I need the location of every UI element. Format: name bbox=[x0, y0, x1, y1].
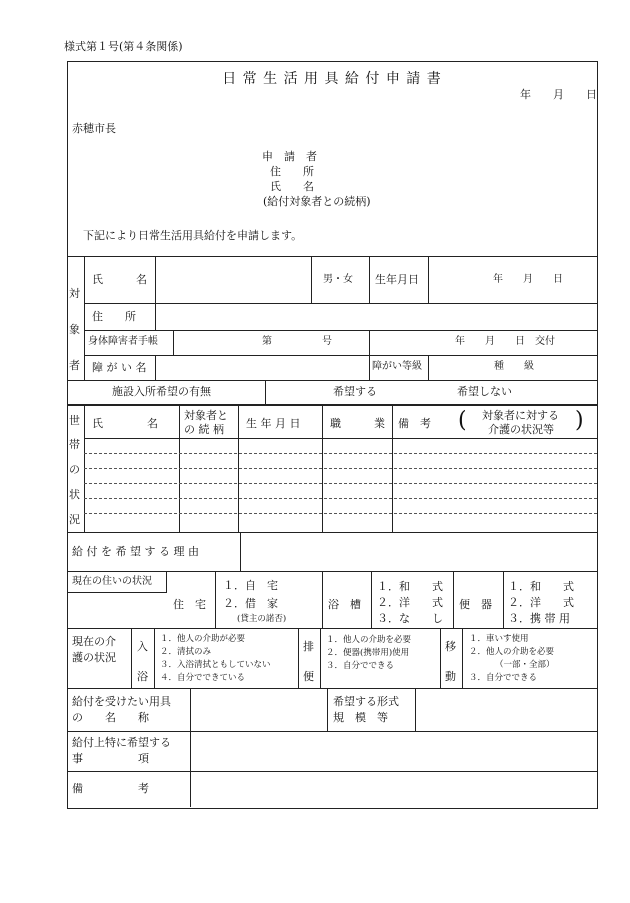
care-open-paren: ( bbox=[458, 408, 467, 433]
care-label-2: 護の状況 bbox=[72, 651, 116, 664]
subject-birth-label: 生年月日 bbox=[375, 273, 419, 286]
care-bathing-1: 入 bbox=[137, 640, 148, 653]
toilet-opt-2[interactable]: ２．洋 式 bbox=[508, 596, 574, 609]
household-col-remarks: 備 考 bbox=[398, 417, 431, 430]
bath-opt-3[interactable]: ３．な し bbox=[377, 612, 443, 625]
statement: 下記により日常生活用具給付を申請します。 bbox=[83, 229, 303, 242]
bathing-opt-2[interactable]: ２．清拭のみ bbox=[160, 647, 212, 657]
household-col-care-1: 対象者に対する bbox=[482, 409, 559, 422]
bath-opt-1[interactable]: １．和 式 bbox=[377, 580, 443, 593]
care-label-1: 現在の介 bbox=[72, 635, 116, 648]
housing-opt-1[interactable]: １．自 宅 bbox=[223, 579, 278, 592]
special-label-2: 事 項 bbox=[72, 752, 149, 765]
care-close-paren: ) bbox=[575, 408, 584, 433]
household-side-char-5: 況 bbox=[69, 513, 80, 526]
household-col-care-2: 介護の状況等 bbox=[488, 423, 554, 436]
remarks-label: 備 考 bbox=[72, 782, 149, 795]
handbook-number: 第 号 bbox=[262, 336, 332, 347]
subject-birth-value: 年 月 日 bbox=[493, 274, 563, 285]
applicant-name-label: 氏 名 bbox=[270, 180, 314, 193]
toilet-label: 便 器 bbox=[459, 598, 492, 611]
item-label-2: の 名 称 bbox=[72, 711, 149, 724]
toilet-opt-1[interactable]: １．和 式 bbox=[508, 580, 574, 593]
toilet-opt-3[interactable]: ３．携 帯 用 bbox=[508, 612, 570, 625]
handbook-label: 身体障害者手帳 bbox=[88, 336, 158, 347]
care-move-1: 移 bbox=[445, 640, 456, 653]
care-bathing-2: 浴 bbox=[137, 670, 148, 683]
disability-grade-label: 障がい等級 bbox=[372, 361, 422, 372]
item-label-1: 給付を受けたい用具 bbox=[72, 695, 171, 708]
handbook-issue-date: 年 月 日 交付 bbox=[455, 336, 555, 347]
facility-label: 施設入所希望の有無 bbox=[112, 385, 211, 398]
form-title: 日 常 生 活 用 具 給 付 申 請 書 bbox=[222, 71, 442, 87]
move-opt-2[interactable]: ２．他人の介助を必要 bbox=[469, 647, 555, 657]
applicant-address-label: 住 所 bbox=[270, 165, 314, 178]
move-opt-2-note: （一部・全部） bbox=[495, 660, 555, 670]
housing-label: 住 宅 bbox=[173, 598, 206, 611]
household-side-char-4: 状 bbox=[69, 488, 80, 501]
move-opt-1[interactable]: １．車いす使用 bbox=[469, 634, 529, 644]
subject-name-label: 氏 名 bbox=[92, 273, 147, 286]
disability-name-label: 障 が い 名 bbox=[92, 361, 147, 374]
applicant-label: 申 請 者 bbox=[262, 150, 317, 163]
subject-side-char-1: 対 bbox=[69, 287, 80, 300]
move-opt-3[interactable]: ３．自分でできる bbox=[469, 673, 538, 683]
subject-side-char-3: 者 bbox=[69, 359, 80, 372]
date-line: 年 月 日 bbox=[520, 88, 597, 101]
facility-option-no[interactable]: 希望しない bbox=[457, 385, 512, 398]
household-side-char-1: 世 bbox=[69, 414, 80, 427]
facility-option-yes[interactable]: 希望する bbox=[333, 385, 377, 398]
household-side-char-3: の bbox=[69, 463, 80, 476]
subject-address-label: 住 所 bbox=[92, 310, 136, 323]
household-col-birth: 生 年 月 日 bbox=[246, 417, 301, 430]
bath-opt-2[interactable]: ２．洋 式 bbox=[377, 596, 443, 609]
care-excretion-1: 排 bbox=[303, 640, 314, 653]
housing-note: (貸主の諾否) bbox=[237, 614, 287, 624]
form-number: 様式第１号(第４条関係) bbox=[64, 40, 183, 53]
household-side-char-2: 帯 bbox=[69, 438, 80, 451]
bathing-opt-3[interactable]: ３．入浴清拭ともしていない bbox=[160, 660, 271, 670]
excretion-opt-3[interactable]: ３．自分でできる bbox=[326, 661, 395, 671]
excretion-opt-1[interactable]: １．他人の介助を必要 bbox=[326, 635, 412, 645]
subject-sex: 男・女 bbox=[323, 274, 353, 285]
item-form-2: 規 模 等 bbox=[333, 711, 388, 724]
disability-grade-value: 種 級 bbox=[494, 361, 534, 372]
living-label: 現在の住いの状況 bbox=[72, 576, 152, 587]
care-excretion-2: 便 bbox=[303, 670, 314, 683]
bathing-opt-1[interactable]: １．他人の介助が必要 bbox=[160, 634, 246, 644]
item-form-1: 希望する形式 bbox=[333, 695, 399, 708]
subject-side-char-2: 象 bbox=[69, 323, 80, 336]
household-col-job: 職 業 bbox=[330, 417, 385, 430]
excretion-opt-2[interactable]: ２．便器(携帯用)使用 bbox=[326, 648, 410, 658]
special-label-1: 給付上特に希望する bbox=[72, 736, 171, 749]
household-col-relation-2: の 続 柄 bbox=[184, 423, 224, 436]
addressee: 赤穂市長 bbox=[72, 122, 116, 135]
applicant-relation-label: (給付対象者との続柄) bbox=[263, 195, 371, 208]
care-move-2: 動 bbox=[445, 670, 456, 683]
household-col-relation-1: 対象者と bbox=[184, 409, 228, 422]
household-col-name: 氏 名 bbox=[92, 417, 158, 430]
bath-label: 浴 槽 bbox=[328, 598, 361, 611]
bathing-opt-4[interactable]: ４．自分でできている bbox=[160, 673, 246, 683]
reason-label: 給 付 を 希 望 す る 理 由 bbox=[72, 545, 199, 558]
housing-opt-2[interactable]: ２．借 家 bbox=[223, 597, 278, 610]
